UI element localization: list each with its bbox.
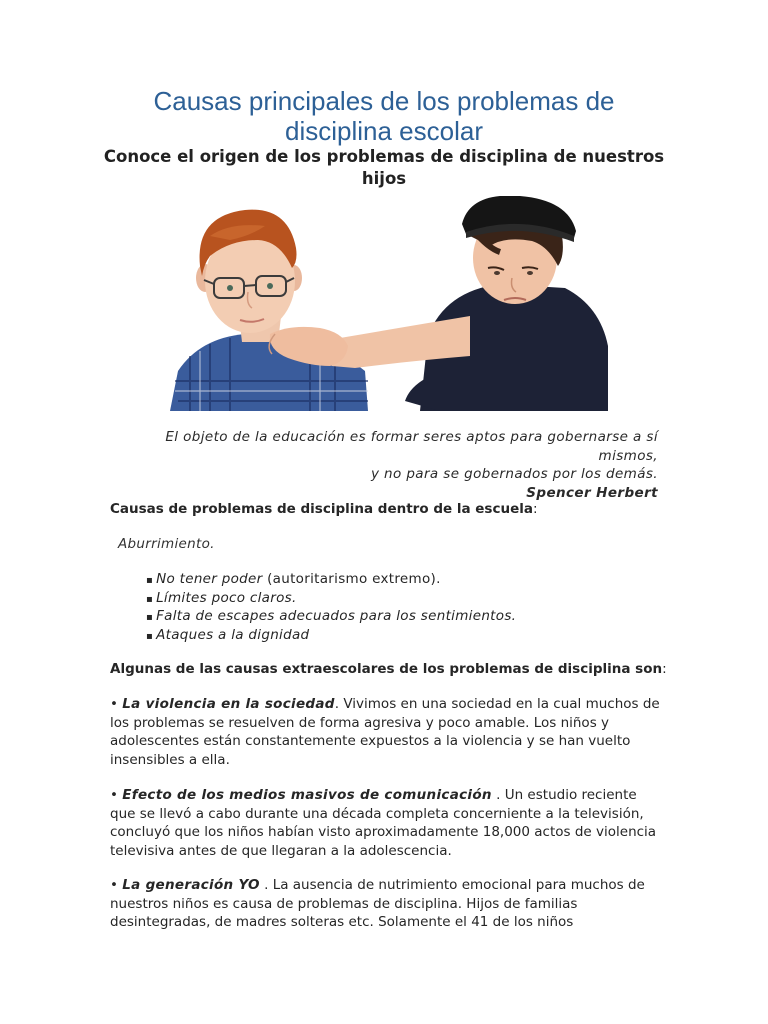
paragraph-lead: Efecto de los medios masivos de comunicación bbox=[122, 787, 492, 803]
square-bullet-icon: ▪ bbox=[146, 575, 154, 586]
paragraph-lead: La violencia en la sociedad bbox=[122, 696, 335, 712]
quote-block bbox=[108, 428, 658, 502]
page-title: Causas principales de los problemas de disciplina escolar bbox=[153, 86, 615, 146]
list-item-italic: No tener poder bbox=[156, 571, 263, 587]
round-bullet-icon: • bbox=[110, 877, 123, 893]
list-item-plain: (autoritarismo extremo). bbox=[262, 571, 441, 587]
paragraph-lead: La generación YO bbox=[122, 877, 260, 893]
list-item bbox=[146, 570, 516, 589]
paragraph-me-generation bbox=[110, 876, 662, 932]
section-heading-school-causes bbox=[110, 500, 538, 519]
list-item bbox=[146, 589, 516, 608]
paragraph-violence bbox=[110, 695, 662, 769]
heading-colon: : bbox=[532, 501, 538, 517]
list-item bbox=[146, 607, 516, 626]
page-subtitle: Conoce el origen de los problemas de disciplina de nuestros hijos bbox=[103, 147, 665, 188]
paragraph-text: . Un estudio reciente que se llevó a cabo durante una década completa concerniente a la televisión, concluyó que los niños habían visto aproximadamente 18,000 actos de violencia televisiva antes de que llegaran a la adolescencia. bbox=[110, 787, 657, 859]
paragraph-text: . La ausencia de nutrimiento emocional para muchos de nuestros niños es causa de problemas de disciplina. Hijos de familias desintegradas, de madres solteras etc. Solamente el 41 de los niños bbox=[110, 877, 645, 930]
list-item bbox=[146, 626, 516, 645]
heading-colon: : bbox=[662, 661, 667, 677]
quote-line-1: El objeto de la educación es formar seres aptos para gobernarse a sí mismos, bbox=[165, 429, 658, 464]
section-heading-text: Algunas de las causas extraescolares de los problemas de disciplina son bbox=[110, 661, 663, 677]
section-heading-text: Causas de problemas de disciplina dentro de la escuela bbox=[110, 501, 533, 517]
round-bullet-icon: • bbox=[110, 696, 123, 712]
round-bullet-icon: • bbox=[110, 787, 123, 803]
list-item-italic: Ataques a la dignidad bbox=[156, 626, 310, 643]
list-item-italic: Falta de escapes adecuados para los sentimientos. bbox=[156, 608, 517, 624]
school-causes-list bbox=[146, 570, 516, 644]
quote-author: Spencer Herbert bbox=[526, 484, 658, 501]
cause-item-boredom: Aburrimiento. bbox=[118, 536, 215, 552]
paragraph-media bbox=[110, 786, 662, 860]
boys-photo bbox=[170, 196, 608, 411]
square-bullet-icon: ▪ bbox=[146, 593, 154, 605]
quote-line-2: y no para se gobernados por los demás. bbox=[370, 466, 658, 482]
paragraph-text: . Vivimos en una sociedad en la cual muchos de los problemas se resuelven de forma agresiva y poco amable. Los niños y adolescentes están constantemente expuestos a la violencia y se han vuelto insensibles a ella. bbox=[110, 696, 660, 768]
section-heading-external-causes bbox=[110, 660, 667, 679]
square-bullet-icon: ▪ bbox=[146, 630, 154, 642]
square-bullet-icon: ▪ bbox=[146, 612, 154, 623]
list-item-italic: Límites poco claros. bbox=[156, 589, 297, 606]
